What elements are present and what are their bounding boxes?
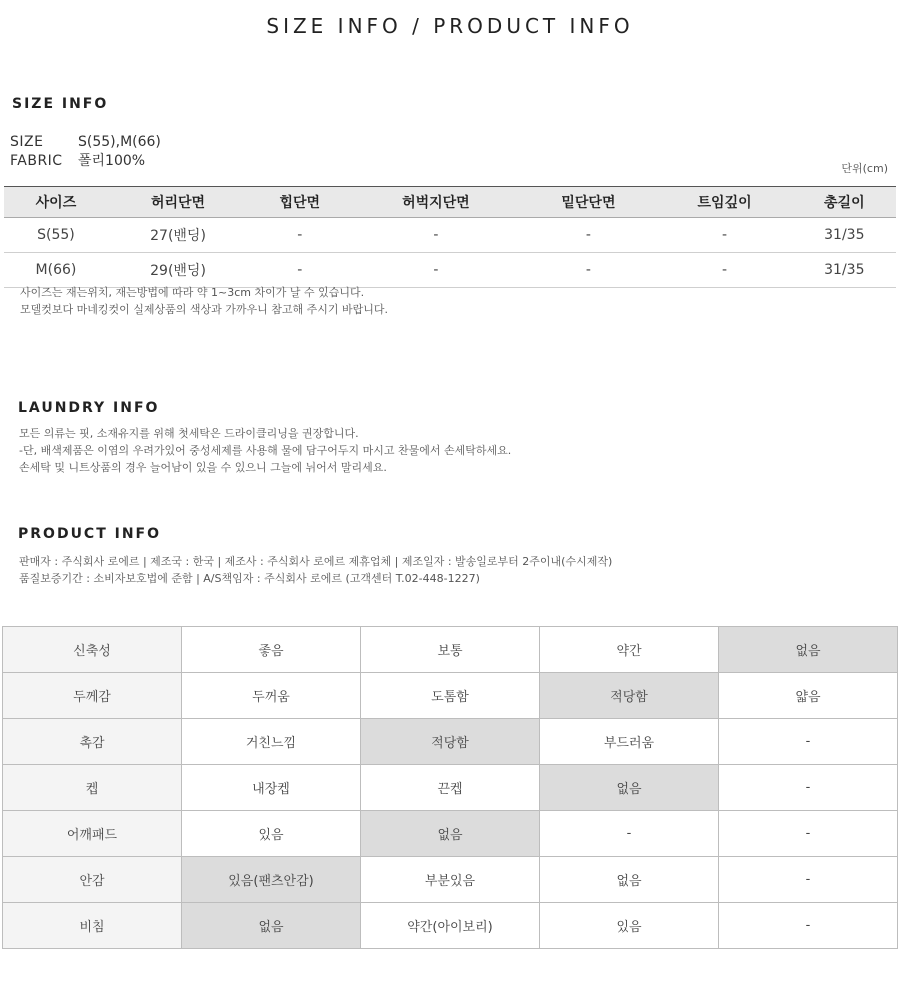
fabric-label: FABRIC: [10, 153, 63, 169]
note-line: 판매자 : 주식회사 로에르 | 제조국 : 한국 | 제조사 : 주식회사 로에르 제휴업체 | 제조일자 : 발송일로부터 2주이내(수시제작): [19, 555, 613, 568]
product-property-table: [2, 626, 898, 949]
property-option-selected: 없음: [182, 903, 361, 949]
property-option: 내장켑: [182, 765, 361, 811]
page-title: SIZE INFO / PRODUCT INFO: [266, 14, 634, 38]
property-option: 좋음: [182, 627, 361, 673]
property-option-selected: 적당함: [540, 673, 719, 719]
property-option: 두꺼움: [182, 673, 361, 719]
laundry-notes: [19, 425, 511, 476]
column-header: 힙단면: [248, 187, 351, 218]
property-row: [3, 903, 898, 949]
property-name: 비침: [3, 903, 182, 949]
note-line: 모든 의류는 핏, 소재유지를 위해 첫세탁은 드라이클리닝을 권장합니다.: [19, 427, 359, 440]
property-name: 켑: [3, 765, 182, 811]
table-cell: M(66): [4, 253, 108, 288]
property-option: -: [719, 719, 898, 765]
property-option: 약간(아이보리): [361, 903, 540, 949]
property-option: 약간: [540, 627, 719, 673]
table-cell: 31/35: [793, 218, 896, 253]
table-cell: 27(밴딩): [108, 218, 248, 253]
table-cell: -: [351, 253, 520, 288]
property-row: [3, 857, 898, 903]
property-option: 얇음: [719, 673, 898, 719]
note-line: 품질보증기간 : 소비자보호법에 준함 | A/S책임자 : 주식회사 로에르 (고객센터 T.02-448-1227): [19, 572, 480, 585]
property-name: 두께감: [3, 673, 182, 719]
property-row: [3, 765, 898, 811]
column-header: 허벅지단면: [351, 187, 520, 218]
property-name: 어깨패드: [3, 811, 182, 857]
table-cell: -: [520, 253, 656, 288]
property-option-selected: 없음: [361, 811, 540, 857]
table-cell: -: [248, 253, 351, 288]
property-option: -: [719, 765, 898, 811]
fabric-line: [10, 150, 145, 170]
property-option: 도톰함: [361, 673, 540, 719]
property-option: 끈켑: [361, 765, 540, 811]
property-name: 신축성: [3, 627, 182, 673]
note-line: 모델컷보다 마네킹컷이 실제상품의 색상과 가까우니 참고해 주시기 바랍니다.: [20, 303, 389, 316]
property-option: 부분있음: [361, 857, 540, 903]
table-cell: 31/35: [793, 253, 896, 288]
table-cell: -: [657, 253, 793, 288]
note-line: 손세탁 및 니트상품의 경우 늘어남이 있을 수 있으니 그늘에 뉘어서 말리세요.: [19, 461, 387, 474]
property-row: [3, 673, 898, 719]
property-option: -: [540, 811, 719, 857]
size-value: S(55),M(66): [78, 134, 161, 150]
column-header: 밑단단면: [520, 187, 656, 218]
property-option: 없음: [540, 857, 719, 903]
property-option: 거친느낌: [182, 719, 361, 765]
table-cell: 29(밴딩): [108, 253, 248, 288]
property-name: 안감: [3, 857, 182, 903]
size-notes: [20, 284, 388, 318]
column-header: 총길이: [793, 187, 896, 218]
table-cell: -: [520, 218, 656, 253]
property-option-selected: 없음: [540, 765, 719, 811]
property-option-selected: 없음: [719, 627, 898, 673]
note-line: -단, 배색제품은 이염의 우려가있어 중성세제를 사용해 물에 담구어두지 마시고 찬물에서 손세탁하세요.: [19, 444, 512, 457]
table-row: [4, 218, 896, 253]
laundry-info-title: LAUNDRY INFO: [18, 400, 160, 416]
property-option: 있음: [540, 903, 719, 949]
size-info-title: SIZE INFO: [12, 96, 109, 112]
property-option: -: [719, 811, 898, 857]
column-header: 트임깊이: [657, 187, 793, 218]
size-table-header: [4, 187, 896, 218]
property-option-selected: 적당함: [361, 719, 540, 765]
table-cell: S(55): [4, 218, 108, 253]
property-row: [3, 627, 898, 673]
table-cell: -: [351, 218, 520, 253]
table-cell: -: [248, 218, 351, 253]
size-table: [4, 186, 896, 288]
product-notes: [19, 553, 612, 587]
property-option-selected: 있음(팬츠안감): [182, 857, 361, 903]
unit-label: 단위(cm): [841, 162, 888, 175]
table-row: [4, 253, 896, 288]
property-name: 촉감: [3, 719, 182, 765]
property-option: -: [719, 857, 898, 903]
fabric-value: 폴리100%: [78, 153, 146, 169]
column-header: 사이즈: [4, 187, 108, 218]
property-option: 보통: [361, 627, 540, 673]
note-line: 사이즈는 재는위치, 재는방법에 따라 약 1~3cm 차이가 날 수 있습니다.: [20, 286, 365, 299]
property-row: [3, 719, 898, 765]
size-line: [10, 134, 161, 150]
property-option: 있음: [182, 811, 361, 857]
size-label: SIZE: [10, 134, 44, 150]
property-row: [3, 811, 898, 857]
property-option: 부드러움: [540, 719, 719, 765]
column-header: 허리단면: [108, 187, 248, 218]
product-info-title: PRODUCT INFO: [18, 526, 162, 542]
property-option: -: [719, 903, 898, 949]
table-cell: -: [657, 218, 793, 253]
